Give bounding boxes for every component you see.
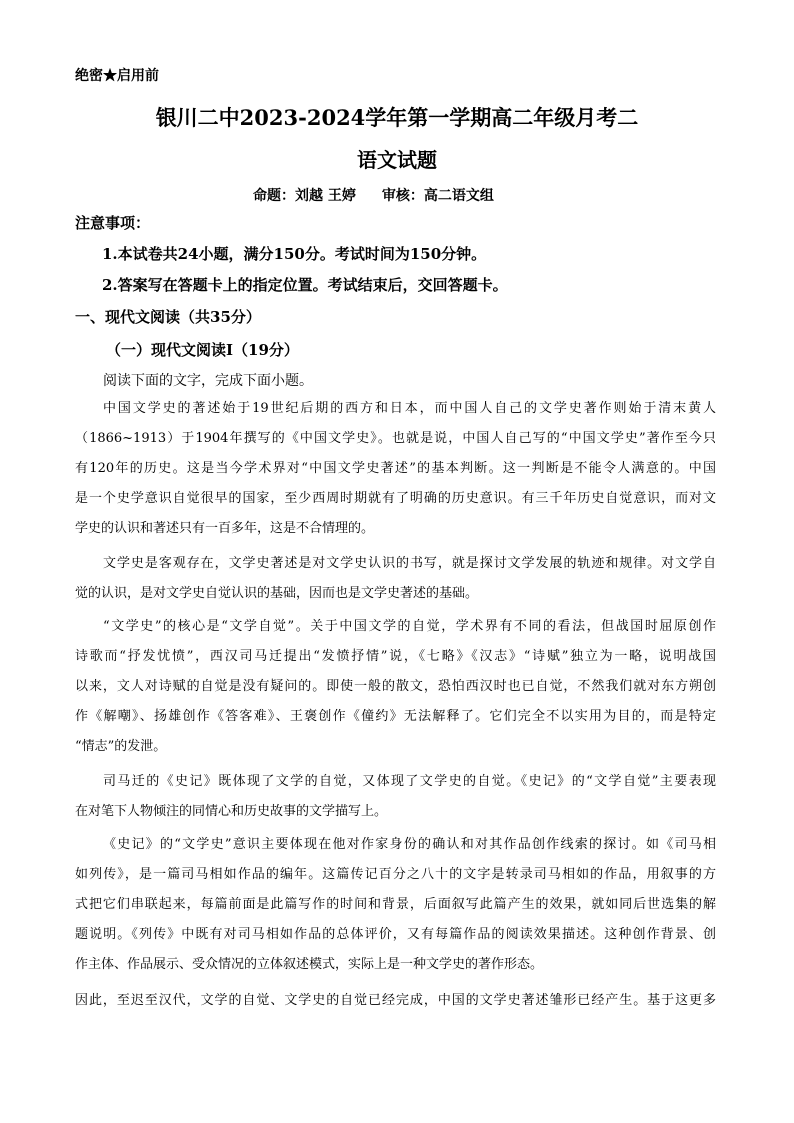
- passage-line: 诗歌而“抒发忧愤”，西汉司马迁提出“发愤抒情”说，《七略》《汉志》“诗赋”独立为一略，说明战国: [75, 649, 716, 664]
- passage-paragraph: [75, 394, 716, 544]
- subsection-title: （一）现代文阅读Ⅰ（19分）: [106, 341, 299, 359]
- passage-paragraph: [75, 549, 716, 609]
- author-reviewers: 审核：高二语文组: [381, 188, 494, 204]
- passage-line: 文学史是客观存在，文学史著述是对文学史认识的书写，就是探讨文学发展的轨迹和规律。对文学自: [103, 556, 716, 571]
- exam-authors: [253, 185, 520, 205]
- passage-line: 学史的认识和著述只有一百多年，这是不合情理的。: [75, 521, 375, 536]
- exam-subject: 语文试题: [357, 148, 437, 172]
- passage-paragraph: [75, 612, 716, 762]
- passage-line: 作《解嘲》、扬雄创作《答客难》、王褒创作《僮约》无法解释了。它们完全不以实用为目的，而是特定: [75, 709, 716, 724]
- passage-line: 以来，文人对诗赋的自觉是没有疑问的。即使一般的散文，恐怕西汉时也已自觉，不然我们就对东方朔创: [75, 679, 716, 694]
- note-item: 2.答案写在答题卡上的指定位置。考试结束后，交回答题卡。: [102, 276, 508, 294]
- passage-line: 有120年的历史。这是当今学术界对“中国文学史著述”的基本判断。这一判断是不能令人满意的。中国: [75, 461, 716, 476]
- note-item: 1.本试卷共24小题，满分150分。考试时间为150分钟。: [102, 245, 487, 263]
- section-title: 一、现代文阅读（共35分）: [75, 308, 261, 326]
- passage-paragraph: [75, 830, 716, 980]
- reading-instruction: 阅读下面的文字，完成下面小题。: [103, 373, 313, 389]
- passage-line: 是一个史学意识自觉很早的国家，至少西周时期就有了明确的历史意识。有三千年历史自觉意识，而对文: [75, 491, 716, 506]
- passage-line: 式把它们串联起来，每篇前面是此篇写作的时间和背景，后面叙写此篇产生的效果，就如同后世选集的解: [75, 897, 716, 912]
- passage-line: 题说明。《列传》中既有对司马相如作品的总体评价，又有每篇作品的阅读效果描述。这种创作背景、创: [75, 927, 716, 942]
- passage-line: “情志”的发泄。: [75, 739, 167, 754]
- passage-paragraph: [75, 767, 716, 827]
- notes-heading: 注意事项：: [75, 214, 151, 232]
- passage-line: 《史记》的“文学史”意识主要体现在他对作家身份的确认和对其作品创作线索的探讨。如《司马相: [103, 837, 716, 852]
- passage-line: 觉的认识，是对文学史自觉认识的基础，因而也是文学史著述的基础。: [75, 586, 479, 601]
- passage-line: （1866~1913）于1904年撰写的《中国文学史》。也就是说，中国人自己写的“中国文学史”著作至今只: [75, 431, 716, 446]
- passage-line: 司马迁的《史记》既体现了文学的自觉，又体现了文学史的自觉。《史记》的“文学自觉”主要表现: [103, 774, 716, 789]
- passage-line: 中国文学史的著述始于19世纪后期的西方和日本，而中国人自己的文学史著作则始于清末黄人: [103, 401, 716, 416]
- passage-line: “文学史”的核心是“文学自觉”。关于中国文学的自觉，学术界有不同的看法，但战国时屈原创作: [103, 619, 716, 634]
- passage-line: 如列传》，是一篇司马相如作品的编年。这篇传记百分之八十的文字是转录司马相如的作品，用叙事的方: [75, 867, 716, 882]
- exam-title: 银川二中2023-2024学年第一学期高二年级月考二: [155, 105, 639, 130]
- passage-line: 在对笔下人物倾注的同情心和历史故事的文学描写上。: [75, 804, 388, 819]
- passage-line: 作主体、作品展示、受众情况的立体叙述模式，实际上是一种文学史的著作形态。: [75, 957, 544, 972]
- confidential-mark: 绝密★启用前: [75, 68, 159, 84]
- passage-paragraph: [75, 986, 716, 1016]
- author-setters: 命题：刘越 王婷: [253, 188, 356, 204]
- passage-line: 因此，至迟至汉代，文学的自觉、文学史的自觉已经完成，中国的文学史著述雏形已经产生。基于这更多: [75, 993, 716, 1008]
